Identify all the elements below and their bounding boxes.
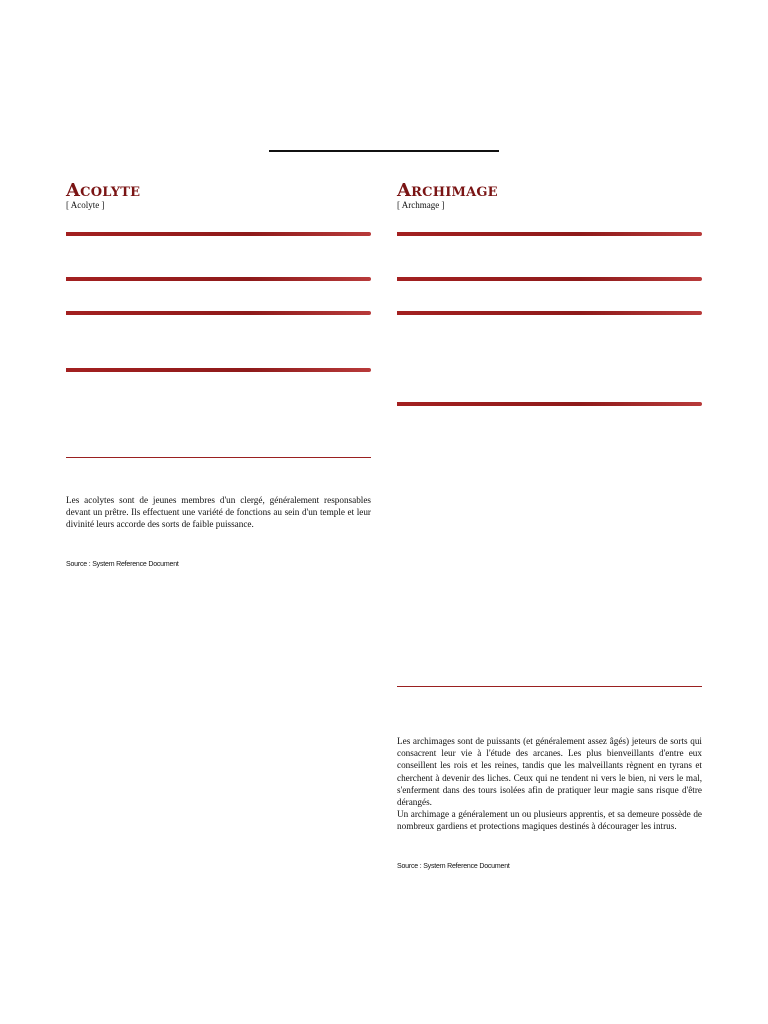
entry-title: Archimage (397, 180, 498, 201)
section-bar (66, 368, 371, 372)
description-divider (397, 686, 702, 687)
section-bar (397, 277, 702, 281)
description-divider (66, 457, 371, 458)
description-paragraph: Un archimage a généralement un ou plusieurs apprentis, et sa demeure possède de nombreux gardiens et protections magiques destinés à décourager les intrus. (397, 809, 702, 832)
top-divider (269, 150, 499, 152)
section-bar (66, 232, 371, 236)
section-bar (397, 232, 702, 236)
entry-subtitle: [ Acolyte ] (66, 200, 105, 210)
description-paragraph: Les archimages sont de puissants (et généralement assez âgés) jeteurs de sorts qui consacrent leur vie à l'étude des arcanes. Les plus bienveillants d'entre eux conseillent les rois et les reines, tandis que les malveillants règnent en tyrans et cherchent à devenir des liches. Ceux qui ne tendent ni vers le bien, ni vers le mal, s'enferment dans des tours isolées afin de pratiquer leur magie sans risque d'être dérangés. (397, 736, 702, 808)
section-bar (397, 311, 702, 315)
description-paragraph: Les acolytes sont de jeunes membres d'un clergé, généralement responsables devant un prêtre. Ils effectuent une variété de fonctions au sein d'un temple et leur divinité leurs accorde des sorts de faible puissance. (66, 495, 371, 530)
entry-title: Acolyte (66, 180, 141, 201)
entry-subtitle: [ Archmage ] (397, 200, 445, 210)
section-bar (397, 402, 702, 406)
entry-source: Source : System Reference Document (66, 561, 179, 568)
section-bar (66, 311, 371, 315)
entry-description (397, 735, 702, 833)
section-bar (66, 277, 371, 281)
entry-source: Source : System Reference Document (397, 863, 510, 870)
entry-description (66, 494, 371, 531)
